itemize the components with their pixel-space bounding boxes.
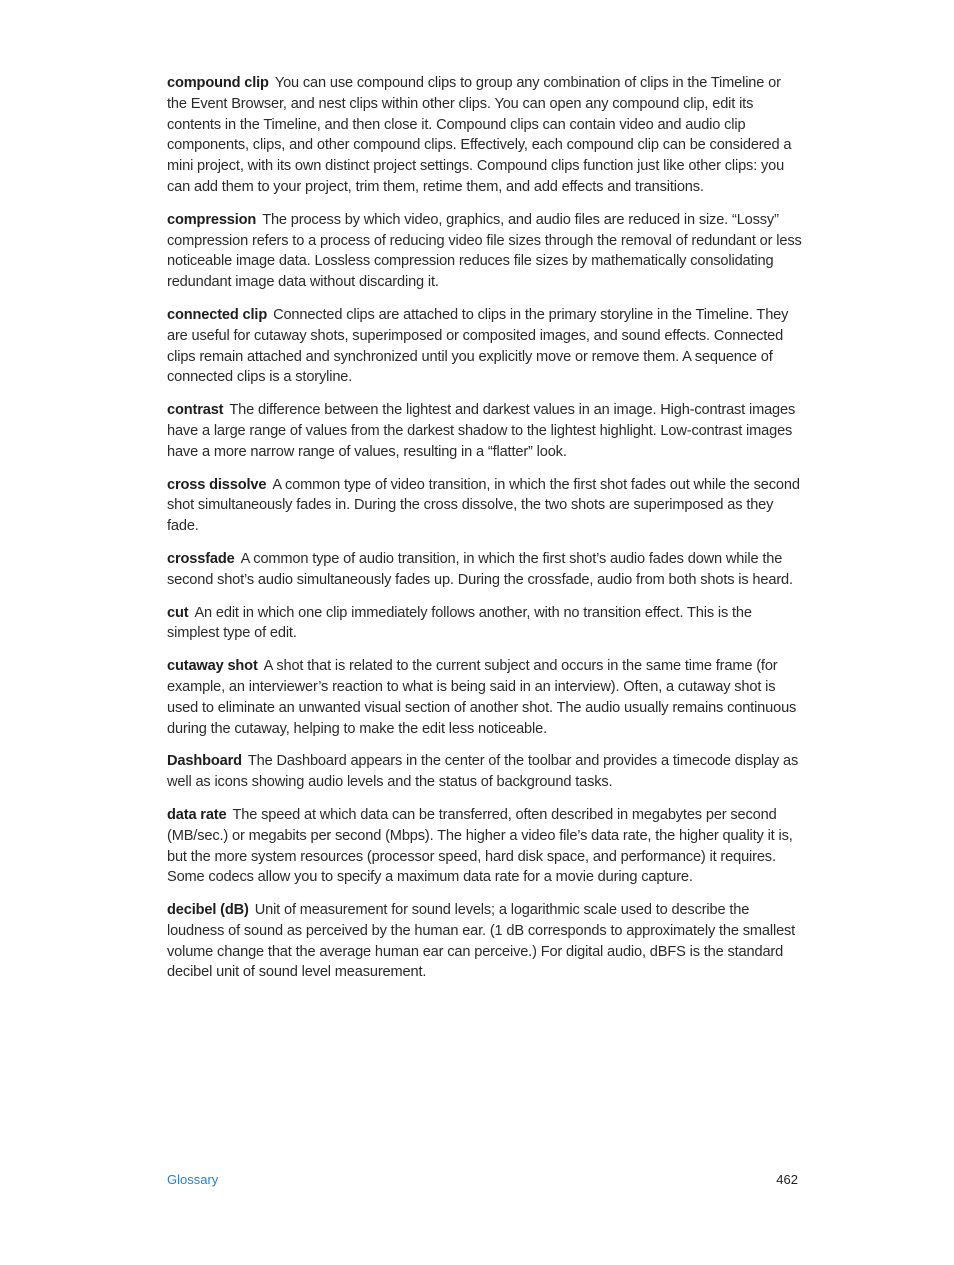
entry-term: compression: [167, 211, 257, 228]
glossary-entry-contrast: [167, 400, 803, 462]
glossary-entry-connected-clip: [167, 305, 803, 388]
entry-term: decibel (dB): [167, 902, 249, 919]
glossary-entry-compression: [167, 210, 803, 293]
entry-definition: The speed at which data can be transferred, often described in megabytes per second (MB/sec.) or megabits per second (Mbps). The higher a video file’s data rate, the higher quality it is, but the more system resources (processor speed, hard disk space, and performance) it requires. Some codecs allow you to specify a maximum data rate for a movie during capture.: [167, 806, 793, 886]
entry-definition: The Dashboard appears in the center of the toolbar and provides a timecode display as well as icons showing audio levels and the status of background tasks.: [167, 753, 799, 791]
entry-definition: A common type of video transition, in which the first shot fades out while the second shot simultaneously fades in. During the cross dissolve, the two shots are superimposed as they fade.: [167, 476, 800, 535]
entry-definition: A common type of audio transition, in which the first shot’s audio fades down while the second shot’s audio simultaneously fades up. During the crossfade, audio from both shots is heard.: [167, 550, 793, 588]
glossary-entry-cut: [167, 603, 803, 645]
entry-term: compound clip: [167, 75, 269, 91]
glossary-entry-decibel: [167, 900, 803, 983]
glossary-entry-dashboard: [167, 751, 803, 793]
footer-section-link[interactable]: Glossary: [167, 1172, 219, 1187]
entry-definition: The difference between the lightest and darkest values in an image. High-contrast images have a large range of values from the darkest shadow to the lightest highlight. Low-contrast images have a more narrow range of values, resulting in a “flatter” look.: [167, 402, 796, 460]
glossary-entry-cross-dissolve: [167, 475, 803, 537]
entry-definition: You can use compound clips to group any combination of clips in the Timeline or the Event Browser, and nest clips within other clips. You can open any compound clip, edit its contents in the Timeline, and then close it. Compound clips can contain video and audio clip components, clips, and other compound clips. Effectively, each compound clip can be considered a mini project, with its own distinct project settings. Compound clips function just like other clips: you can add them to your project, trim them, retime them, and add effects and transitions.: [167, 75, 792, 195]
entry-term: Dashboard: [167, 753, 242, 770]
entry-definition: Connected clips are attached to clips in the primary storyline in the Timeline. They are useful for cutaway shots, superimposed or composited images, and sound effects. Connected clips remain attached and synchronized until you explicitly move or remove them. A sequence of connected clips is a storyline.: [167, 306, 789, 386]
entry-term: cross dissolve: [167, 476, 267, 493]
entry-term: data rate: [167, 806, 227, 823]
entry-term: cut: [167, 604, 189, 621]
entry-term: cutaway shot: [167, 658, 258, 675]
entry-definition: Unit of measurement for sound levels; a logarithmic scale used to describe the loudness of sound as perceived by the human ear. (1 dB corresponds to approximately the smallest volume change that the average human ear can perceive.) For digital audio, dBFS is the standard decibel unit of sound level measurement.: [167, 902, 796, 981]
glossary-entry-data-rate: [167, 805, 803, 888]
glossary-entry-cutaway-shot: [167, 656, 803, 739]
entry-definition: A shot that is related to the current subject and occurs in the same time frame (for example, an interviewer’s reaction to what is being said in an interview). Often, a cutaway shot is used to eliminate an unwanted visual section of another shot. The audio usually remains continuous during the cutaway, helping to make the edit less noticeable.: [167, 658, 797, 737]
entry-definition: An edit in which one clip immediately follows another, with no transition effect. This is the simplest type of edit.: [167, 604, 752, 642]
entry-definition: The process by which video, graphics, and audio files are reduced in size. “Lossy” compression refers to a process of reducing video file sizes through the removal of redundant or less noticeable image data. Lossless compression reduces file sizes by mathematically consolidating redundant image data without discarding it.: [167, 211, 802, 291]
glossary-entry-crossfade: [167, 549, 803, 591]
glossary-content: [167, 73, 803, 995]
entry-term: contrast: [167, 402, 224, 419]
entry-term: crossfade: [167, 550, 235, 567]
entry-term: connected clip: [167, 306, 268, 323]
glossary-entry-compound-clip: [167, 73, 803, 198]
page-number: 462: [776, 1172, 798, 1187]
